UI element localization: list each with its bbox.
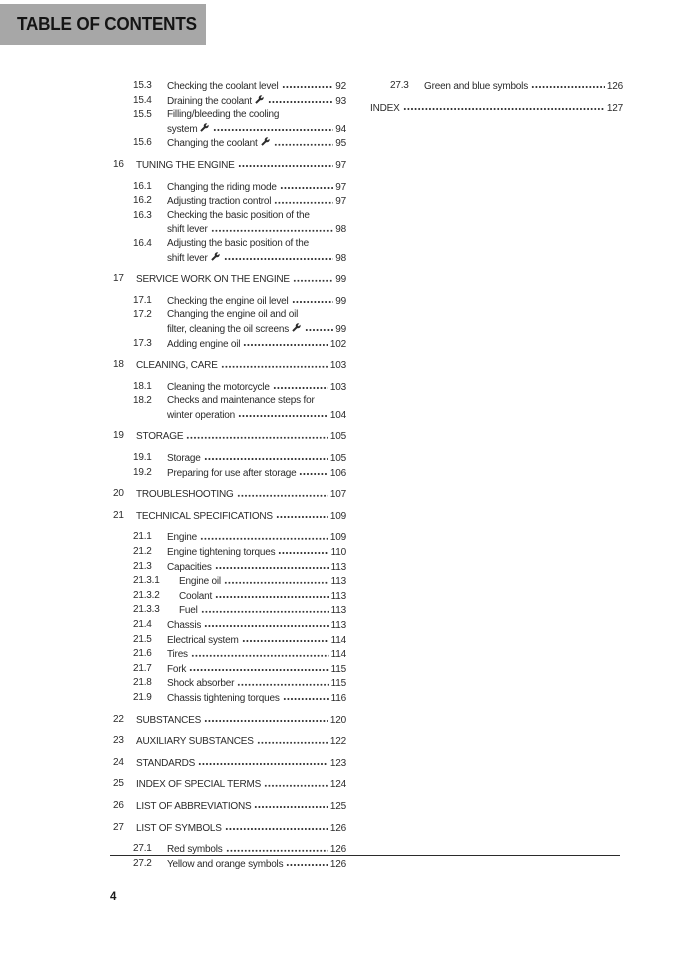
- toc-entry-number: 21.3.1: [133, 575, 160, 587]
- toc-entry-content: [167, 691, 346, 706]
- toc-entry-text: Fork: [167, 663, 187, 675]
- toc-entry-page: 102: [329, 338, 346, 350]
- toc-entry-text: AUXILIARY SUBSTANCES: [136, 736, 254, 748]
- dot-leader: [237, 487, 328, 497]
- toc-entry: [370, 101, 623, 116]
- toc-entry-text: Cleaning the motorcycle: [167, 381, 270, 393]
- toc-entry-text: shift lever: [167, 224, 208, 236]
- toc-entry-text: SERVICE WORK ON THE ENGINE: [136, 274, 290, 286]
- toc-entry-number: 16.3: [133, 209, 152, 221]
- toc-entry-text: Checking the basic position of the: [167, 209, 310, 221]
- dot-leader: [213, 122, 333, 132]
- toc-entry-page: 92: [335, 81, 346, 92]
- toc-entry-page: 109: [329, 532, 346, 544]
- toc-entry: [113, 358, 346, 373]
- toc-entry: [113, 560, 346, 575]
- toc-entry: [113, 618, 346, 633]
- toc-entry-text: STORAGE: [136, 431, 184, 443]
- toc-entry-content: [167, 194, 346, 209]
- toc-entry-page: 127: [606, 102, 623, 114]
- toc-entry-text: filter, cleaning the oil screens: [167, 323, 290, 335]
- toc-entry-page: 107: [329, 489, 346, 501]
- toc-entry-page: 104: [329, 409, 346, 421]
- dot-leader: [204, 713, 328, 723]
- dot-leader: [224, 251, 334, 261]
- toc-entry-content: [167, 545, 346, 560]
- dot-leader: [283, 691, 329, 701]
- toc-entry-page: 103: [329, 360, 346, 372]
- toc-entry: [113, 777, 346, 792]
- toc-entry-text: Yellow and orange symbols: [167, 858, 284, 870]
- toc-entry-number: 17.3: [133, 337, 152, 349]
- toc-entry-page: 105: [329, 431, 346, 443]
- dot-leader: [215, 589, 329, 599]
- toc-entry-content: [167, 857, 346, 872]
- toc-entry-content: [136, 509, 346, 524]
- toc-entry-text: LIST OF SYMBOLS: [136, 822, 222, 834]
- toc-entry-text: Draining the coolant: [167, 95, 252, 107]
- toc-entry-page: 126: [329, 844, 346, 856]
- toc-entry-page: 97: [335, 181, 346, 193]
- toc-entry-number: 17.2: [133, 309, 152, 321]
- toc-entry: [113, 158, 346, 173]
- dot-leader: [215, 560, 329, 570]
- dot-leader: [280, 180, 334, 190]
- toc-entry-number: 25: [113, 778, 124, 790]
- toc-entry-number: 18.2: [133, 395, 152, 407]
- toc-entry-number: 19: [113, 430, 124, 442]
- toc-entry-content: [136, 799, 346, 814]
- toc-entry: [113, 294, 346, 309]
- dot-leader: [198, 756, 328, 766]
- toc-entry-page: 115: [330, 678, 346, 690]
- toc-entry-content: [167, 94, 346, 109]
- dot-leader: [238, 158, 334, 168]
- toc-entry-page: 106: [329, 467, 346, 479]
- toc-entry: [113, 337, 346, 352]
- toc-entry-number: 21.3.3: [133, 604, 160, 616]
- toc-entry-text: Capacities: [167, 561, 212, 573]
- toc-entry-text: Engine: [167, 532, 197, 544]
- dot-leader: [264, 777, 328, 787]
- toc-entry: [113, 487, 346, 502]
- dot-leader: [243, 337, 328, 347]
- toc-entry-text: Checks and maintenance steps for: [167, 395, 315, 407]
- toc-entry-text: Filling/bleeding the cooling: [167, 109, 280, 121]
- toc-entry-text: Coolant: [179, 590, 213, 602]
- dot-leader: [204, 451, 328, 461]
- toc-entry-text: Fuel: [179, 605, 198, 617]
- toc-entry-content: [167, 676, 346, 691]
- toc-entry-content: [179, 603, 346, 618]
- toc-entry-page: 116: [330, 692, 346, 704]
- wrench-icon: [292, 323, 301, 332]
- toc-entry-page: 110: [330, 547, 346, 559]
- toc-entry: [113, 380, 346, 395]
- toc-entry-page: 98: [335, 252, 346, 264]
- toc-entry-text: Preparing for use after storage: [167, 467, 297, 479]
- toc-entry-content: [179, 589, 346, 604]
- toc-entry-content: [136, 429, 346, 444]
- toc-entry-page: 126: [606, 81, 623, 92]
- toc-entry-content: [167, 209, 346, 237]
- toc-entry-number: 21.4: [133, 619, 152, 630]
- toc-entry-text: system: [167, 123, 198, 135]
- toc-entry: [113, 308, 346, 336]
- toc-entry-number: 27: [113, 821, 124, 833]
- toc-entry-number: 20: [113, 488, 124, 500]
- toc-entry-page: 97: [335, 196, 346, 208]
- dot-leader: [221, 358, 328, 368]
- toc-entry-page: 126: [329, 822, 346, 834]
- toc-entry-text: Chassis tightening torques: [167, 692, 280, 704]
- dot-leader: [191, 647, 329, 657]
- toc-entry-content: [424, 79, 623, 94]
- toc-entry-page: 97: [335, 159, 346, 171]
- toc-entry-content: [167, 237, 346, 265]
- dot-leader: [186, 429, 328, 439]
- toc-entry: [113, 589, 346, 604]
- dot-leader: [226, 842, 328, 852]
- toc-entry-number: 21.8: [133, 677, 152, 689]
- toc-entry: [113, 821, 346, 836]
- dot-leader: [201, 603, 329, 613]
- toc-entry-content: [167, 662, 346, 677]
- toc-entry-page: 114: [330, 634, 346, 646]
- toc-entry-content: [136, 272, 346, 287]
- toc-entry-content: [167, 108, 346, 136]
- toc-entry-number: 16.2: [133, 195, 152, 207]
- dot-leader: [276, 509, 328, 519]
- toc-entry: [113, 756, 346, 771]
- toc-entry-number: 27.1: [133, 843, 152, 855]
- toc-entry: [113, 691, 346, 706]
- toc-entry-content: [370, 101, 623, 116]
- toc-entry: [113, 136, 346, 151]
- toc-entry-number: 23: [113, 735, 124, 747]
- wrench-icon: [255, 95, 264, 104]
- toc-entry-page: 114: [330, 649, 346, 661]
- toc-entry-number: 21.5: [133, 633, 152, 645]
- toc-entry-content: [136, 756, 346, 771]
- toc-entry-number: 18.1: [133, 380, 152, 392]
- dot-leader: [238, 408, 328, 418]
- toc-entry-page: 126: [329, 858, 346, 870]
- toc-entry: [113, 603, 346, 618]
- toc-entry-page: 109: [329, 510, 346, 522]
- toc-entry-number: 27.3: [390, 80, 409, 91]
- toc-entry-page: 99: [335, 295, 346, 307]
- toc-entry-text: Changing the riding mode: [167, 181, 277, 193]
- toc-entry: [113, 94, 346, 109]
- toc-entry-text: TUNING THE ENGINE: [136, 159, 235, 171]
- toc-entry-number: 19.2: [133, 466, 152, 478]
- toc-entry-content: [167, 394, 346, 422]
- toc-entry-text: Checking the engine oil level: [167, 295, 289, 307]
- toc-entry-number: 26: [113, 799, 124, 811]
- page-header-box: [0, 4, 206, 45]
- toc-entry-content: [136, 358, 346, 373]
- toc-entry-text: Adjusting traction control: [167, 196, 272, 208]
- toc-entry: [113, 530, 346, 545]
- toc-entry: [113, 509, 346, 524]
- toc-entry-number: 24: [113, 756, 124, 768]
- toc-entry: [113, 180, 346, 195]
- toc-entry-text: Red symbols: [167, 844, 223, 856]
- toc-entry-text: Changing the coolant: [167, 138, 258, 150]
- wrench-icon: [261, 137, 270, 146]
- toc-entry-content: [167, 647, 346, 662]
- dot-leader: [204, 618, 328, 628]
- dot-leader: [237, 676, 328, 686]
- toc-entry-content: [167, 308, 346, 336]
- dot-leader: [268, 94, 333, 104]
- toc-entry-number: 18: [113, 359, 124, 371]
- toc-entry-text: Engine tightening torques: [167, 547, 276, 559]
- toc-entry: [370, 79, 623, 94]
- toc-entry-page: 113: [330, 620, 346, 631]
- dot-leader: [211, 222, 334, 232]
- toc-entry-text: LIST OF ABBREVIATIONS: [136, 800, 252, 812]
- toc-entry-number: 17: [113, 273, 124, 285]
- toc-entry: [113, 676, 346, 691]
- toc-entry-content: [136, 821, 346, 836]
- toc-entry-text: Changing the engine oil and oil: [167, 309, 299, 321]
- toc-entry-text: Adding engine oil: [167, 338, 241, 350]
- toc-entry-number: 19.1: [133, 452, 152, 464]
- toc-entry-text: Checking the coolant level: [167, 81, 279, 92]
- dot-leader: [305, 322, 333, 332]
- toc-entry-number: 21.3.2: [133, 589, 160, 601]
- toc-entry: [113, 466, 346, 481]
- dot-leader: [242, 633, 329, 643]
- toc-entry-content: [167, 618, 346, 633]
- toc-entry-text: Storage: [167, 453, 201, 465]
- toc-entry-number: 21.3: [133, 560, 152, 572]
- toc-entry-number: 15.6: [133, 137, 152, 149]
- toc-entry-page: 105: [329, 453, 346, 465]
- toc-entry-page: 113: [330, 605, 346, 617]
- dot-leader: [257, 734, 328, 744]
- dot-leader: [278, 545, 328, 555]
- toc-entry-number: 16.1: [133, 180, 152, 192]
- toc-entry-number: 21.7: [133, 662, 152, 674]
- dot-leader: [286, 857, 328, 867]
- dot-leader: [299, 466, 327, 476]
- toc-entry-content: [167, 466, 346, 481]
- page-title: TABLE OF CONTENTS: [17, 14, 197, 34]
- toc-entry-text: CLEANING, CARE: [136, 360, 218, 372]
- toc-entry-number: 21.6: [133, 648, 152, 660]
- toc-entry: [113, 713, 346, 728]
- toc-entry-number: 27.2: [133, 857, 152, 869]
- toc-entry-content: [167, 560, 346, 575]
- toc-entry-number: 15.5: [133, 109, 152, 121]
- toc-entry: [113, 647, 346, 662]
- footer-page-number: 4: [110, 891, 117, 903]
- toc-entry-content: [167, 633, 346, 648]
- toc-entry: [113, 451, 346, 466]
- toc-entry-page: 113: [330, 561, 346, 573]
- toc-entry-page: 113: [330, 590, 346, 602]
- toc-entry-page: 120: [329, 714, 346, 726]
- dot-leader: [292, 294, 334, 304]
- toc-entry-content: [167, 337, 346, 352]
- toc-entry-number: 16.4: [133, 237, 152, 249]
- dot-leader: [225, 821, 328, 831]
- toc-entry: [113, 734, 346, 749]
- dot-leader: [274, 136, 334, 146]
- toc-entry-text: Tires: [167, 649, 188, 661]
- toc-entry-content: [136, 713, 346, 728]
- toc-entry: [113, 545, 346, 560]
- toc-entry-number: 16: [113, 158, 124, 170]
- toc-entry: [113, 857, 346, 872]
- toc-entry-content: [136, 777, 346, 792]
- dot-leader: [254, 799, 327, 809]
- toc-entry-content: [167, 180, 346, 195]
- toc-entry-text: Shock absorber: [167, 678, 235, 690]
- footer-divider: [110, 855, 620, 856]
- toc-entry: [113, 429, 346, 444]
- toc-entry-text: Adjusting the basic position of the: [167, 237, 309, 249]
- dot-leader: [200, 530, 328, 540]
- toc-entry-number: 21.2: [133, 546, 152, 558]
- dot-leader: [189, 662, 328, 672]
- dot-leader: [224, 574, 329, 584]
- dot-leader: [274, 194, 333, 204]
- toc-entry-text: Electrical system: [167, 634, 239, 646]
- toc-entry-content: [167, 451, 346, 466]
- toc-column-left: [113, 79, 346, 871]
- dot-leader: [531, 79, 605, 89]
- toc-entry-number: 21.9: [133, 691, 152, 703]
- toc-entry-number: 15.3: [133, 80, 152, 91]
- toc-entry: [113, 272, 346, 287]
- toc-entry-page: 115: [330, 663, 346, 675]
- wrench-icon: [211, 252, 220, 261]
- toc-entry-page: 125: [329, 800, 346, 812]
- toc-entry-page: 124: [329, 779, 346, 791]
- toc-entry-text: winter operation: [167, 409, 235, 421]
- dot-leader: [282, 79, 334, 89]
- toc-entry-page: 94: [335, 123, 346, 135]
- dot-leader: [403, 101, 605, 111]
- toc-entry-content: [167, 294, 346, 309]
- toc-entry: [113, 633, 346, 648]
- dot-leader: [293, 272, 333, 282]
- toc-entry-text: INDEX: [370, 102, 400, 114]
- toc-entry-page: 123: [329, 757, 346, 769]
- toc-entry-page: 113: [330, 576, 346, 588]
- toc-entry-number: 17.1: [133, 294, 152, 306]
- toc-entry-page: 98: [335, 224, 346, 236]
- toc-entry-text: shift lever: [167, 252, 208, 264]
- toc-entry-text: Engine oil: [179, 576, 221, 588]
- toc-entry-text: SUBSTANCES: [136, 714, 202, 726]
- toc-entry-text: Chassis: [167, 620, 202, 631]
- toc-entry-content: [179, 574, 346, 589]
- toc-entry: [113, 394, 346, 422]
- toc-entry-text: INDEX OF SPECIAL TERMS: [136, 779, 262, 791]
- toc-entry-page: 95: [335, 138, 346, 150]
- toc-entry-text: TECHNICAL SPECIFICATIONS: [136, 510, 273, 522]
- toc-entry-content: [167, 79, 346, 94]
- toc-entry-number: 21: [113, 509, 124, 521]
- toc-column-right: [370, 79, 623, 122]
- toc-entry: [113, 799, 346, 814]
- toc-entry-content: [136, 158, 346, 173]
- toc-entry-page: 99: [335, 323, 346, 335]
- toc-entry-number: 21.1: [133, 531, 152, 543]
- toc-entry-page: 99: [335, 274, 346, 286]
- toc-entry: [113, 237, 346, 265]
- dot-leader: [273, 380, 328, 390]
- toc-entry-text: STANDARDS: [136, 757, 196, 769]
- toc-entry-content: [136, 734, 346, 749]
- toc-entry: [113, 194, 346, 209]
- toc-entry: [113, 574, 346, 589]
- toc-entry: [113, 79, 346, 94]
- toc-entry-content: [136, 487, 346, 502]
- toc-entry-content: [167, 380, 346, 395]
- toc-entry-number: 15.4: [133, 94, 152, 106]
- toc-entry-page: 93: [335, 95, 346, 107]
- toc-entry: [113, 209, 346, 237]
- toc-entry-text: TROUBLESHOOTING: [136, 489, 234, 501]
- toc-entry: [113, 108, 346, 136]
- toc-entry-page: 122: [329, 736, 346, 748]
- toc-entry-text: Green and blue symbols: [424, 81, 528, 92]
- toc-entry-number: 22: [113, 713, 124, 725]
- toc-entry-content: [167, 136, 346, 151]
- wrench-icon: [200, 123, 209, 132]
- toc-entry: [113, 662, 346, 677]
- toc-entry-page: 103: [329, 381, 346, 393]
- toc-entry-content: [167, 530, 346, 545]
